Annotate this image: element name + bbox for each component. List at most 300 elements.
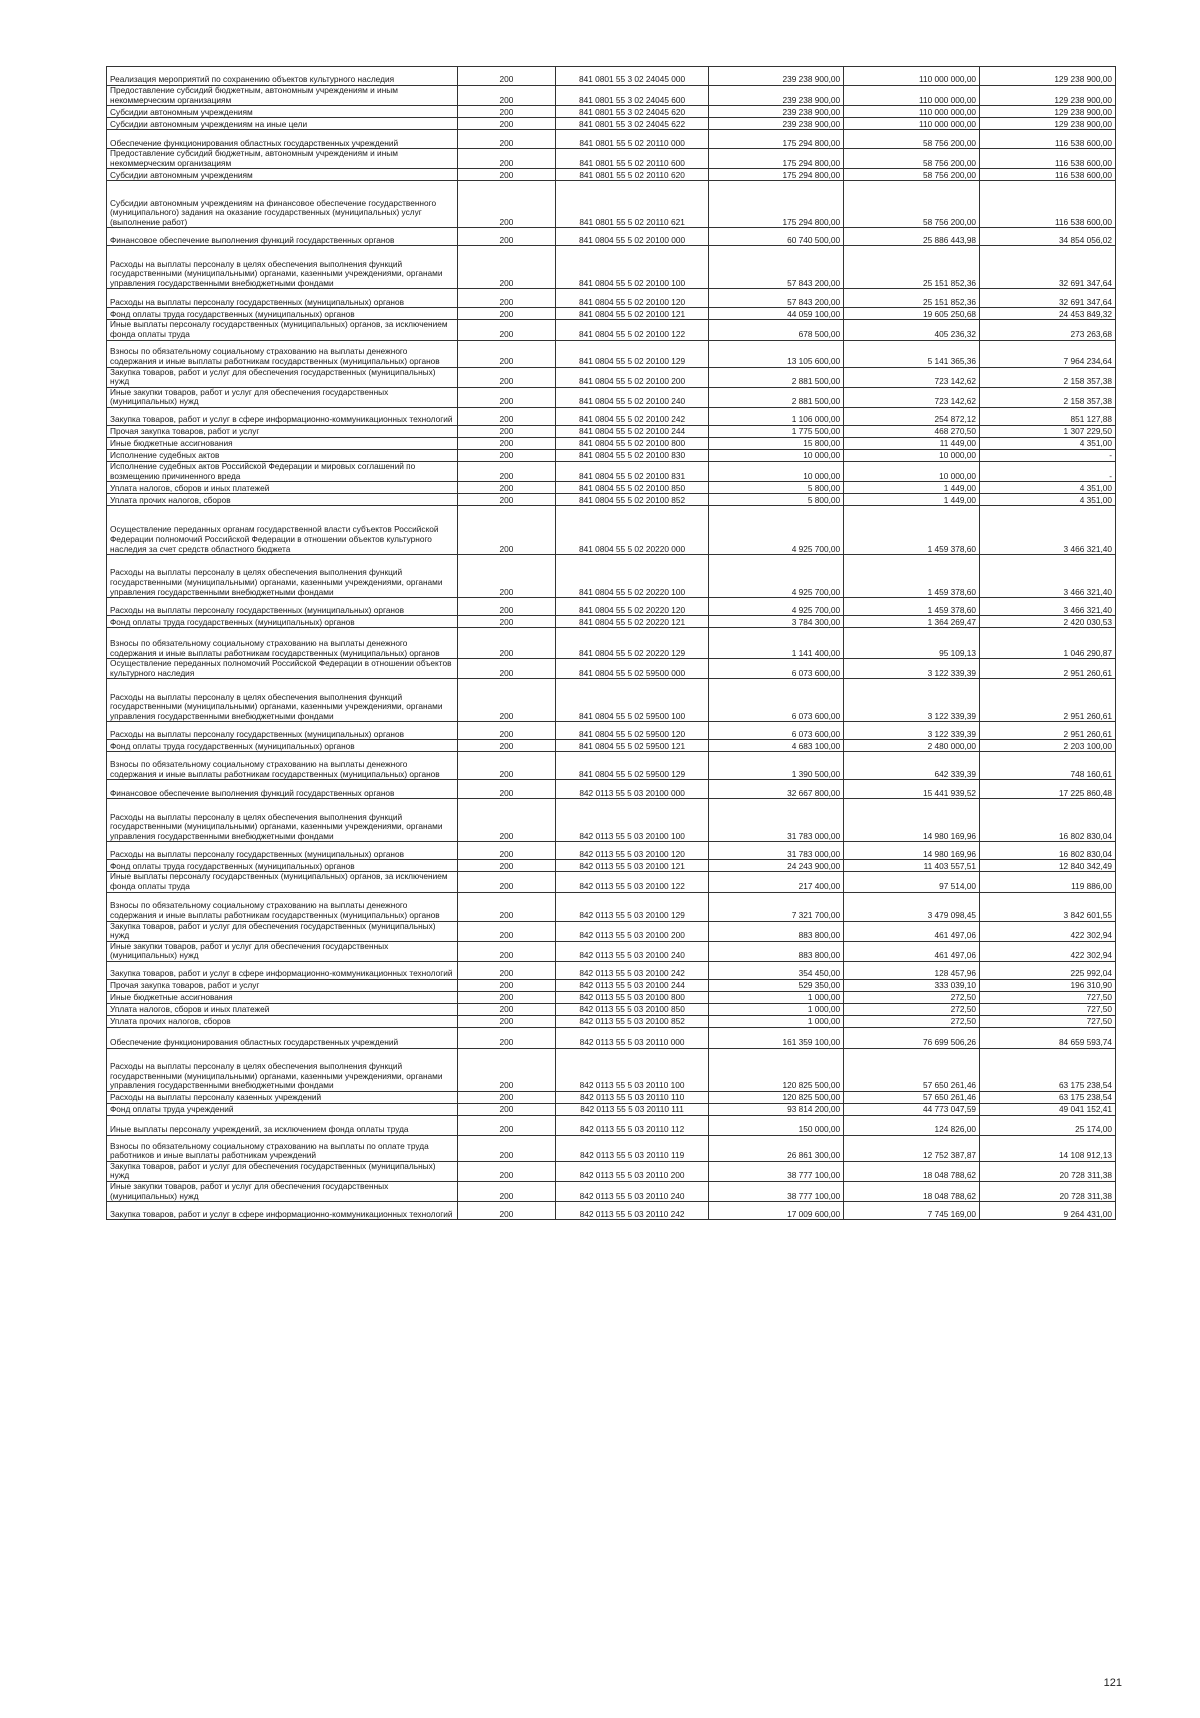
row-name-cell: Фонд оплаты труда государственных (муниципальных) органов — [107, 860, 458, 872]
row-remaining-cell: 2 951 260,61 — [980, 659, 1116, 679]
row-remaining-cell: 63 175 238,54 — [980, 1091, 1116, 1103]
row-name-cell: Уплата налогов, сборов и иных платежей — [107, 1003, 458, 1015]
row-remaining-cell: 3 466 321,40 — [980, 506, 1116, 555]
row-name-cell: Фонд оплаты труда государственных (муниципальных) органов — [107, 308, 458, 320]
row-executed-cell: 254 872,12 — [844, 407, 980, 425]
row-executed-cell: 1 449,00 — [844, 494, 980, 506]
row-remaining-cell: 2 420 030,53 — [980, 616, 1116, 628]
row-classifier-cell: 841 0804 55 5 02 20100 120 — [555, 289, 708, 308]
row-remaining-cell: 727,50 — [980, 1003, 1116, 1015]
row-executed-cell: 10 000,00 — [844, 449, 980, 461]
table-row — [107, 367, 1116, 387]
row-classifier-cell: 841 0804 55 5 02 20100 200 — [555, 367, 708, 387]
row-code-cell: 200 — [458, 979, 556, 991]
row-approved-cell: 239 238 900,00 — [709, 86, 844, 106]
row-classifier-cell: 842 0113 55 5 03 20100 242 — [555, 961, 708, 979]
row-approved-cell: 1 000,00 — [709, 1003, 844, 1015]
row-name-cell: Закупка товаров, работ и услуг в сфере информационно-коммуникационных технологий — [107, 961, 458, 979]
row-code-cell: 200 — [458, 367, 556, 387]
table-row — [107, 780, 1116, 799]
row-remaining-cell: 116 538 600,00 — [980, 149, 1116, 169]
row-code-cell: 200 — [458, 740, 556, 752]
row-classifier-cell: 842 0113 55 5 03 20100 852 — [555, 1015, 708, 1027]
row-name-cell: Закупка товаров, работ и услуг в сфере информационно-коммуникационных технологий — [107, 1202, 458, 1220]
row-remaining-cell: 129 238 900,00 — [980, 86, 1116, 106]
row-code-cell: 200 — [458, 130, 556, 149]
row-approved-cell: 217 400,00 — [709, 872, 844, 892]
row-code-cell: 200 — [458, 961, 556, 979]
table-row — [107, 659, 1116, 679]
row-approved-cell: 4 925 700,00 — [709, 506, 844, 555]
table-row — [107, 1202, 1116, 1220]
row-code-cell: 200 — [458, 941, 556, 961]
row-name-cell: Субсидии автономным учреждениям на иные цели — [107, 118, 458, 130]
table-row — [107, 1135, 1116, 1161]
row-approved-cell: 150 000,00 — [709, 1115, 844, 1135]
row-approved-cell: 26 861 300,00 — [709, 1135, 844, 1161]
row-classifier-cell: 841 0801 55 3 02 24045 622 — [555, 118, 708, 130]
row-code-cell: 200 — [458, 169, 556, 181]
row-approved-cell: 57 843 200,00 — [709, 246, 844, 289]
row-approved-cell: 44 059 100,00 — [709, 308, 844, 320]
row-classifier-cell: 841 0804 55 5 02 59500 000 — [555, 659, 708, 679]
row-executed-cell: 1 449,00 — [844, 482, 980, 494]
row-code-cell: 200 — [458, 1048, 556, 1091]
row-approved-cell: 10 000,00 — [709, 461, 844, 481]
budget-table-body — [107, 67, 1116, 1220]
row-code-cell: 200 — [458, 1015, 556, 1027]
row-remaining-cell: 129 238 900,00 — [980, 106, 1116, 118]
table-row — [107, 921, 1116, 941]
row-remaining-cell: 422 302,94 — [980, 941, 1116, 961]
row-name-cell: Прочая закупка товаров, работ и услуг — [107, 425, 458, 437]
row-code-cell: 200 — [458, 506, 556, 555]
row-classifier-cell: 841 0804 55 5 02 20100 800 — [555, 437, 708, 449]
row-approved-cell: 60 740 500,00 — [709, 228, 844, 246]
table-row — [107, 1027, 1116, 1048]
row-executed-cell: 272,50 — [844, 1003, 980, 1015]
row-remaining-cell: 1 307 229,50 — [980, 425, 1116, 437]
row-approved-cell: 3 784 300,00 — [709, 616, 844, 628]
row-code-cell: 200 — [458, 752, 556, 780]
row-classifier-cell: 841 0801 55 3 02 24045 620 — [555, 106, 708, 118]
row-name-cell: Иные закупки товаров, работ и услуг для обеспечения государственных (муниципальных) нужд — [107, 1182, 458, 1202]
row-executed-cell: 58 756 200,00 — [844, 149, 980, 169]
row-executed-cell: 333 039,10 — [844, 979, 980, 991]
row-approved-cell: 5 800,00 — [709, 482, 844, 494]
table-row — [107, 130, 1116, 149]
table-row — [107, 320, 1116, 340]
row-classifier-cell: 841 0804 55 5 02 20220 000 — [555, 506, 708, 555]
row-name-cell: Исполнение судебных актов Российской Федерации и мировых соглашений по возмещению причиненного вреда — [107, 461, 458, 481]
row-approved-cell: 6 073 600,00 — [709, 722, 844, 740]
row-classifier-cell: 841 0804 55 5 02 20100 244 — [555, 425, 708, 437]
row-name-cell: Расходы на выплаты персоналу в целях обеспечения выполнения функций государственными (муниципальными) органами, казенными учреждениями, органами управления государственными внебюджетными фондами — [107, 799, 458, 842]
table-row — [107, 1161, 1116, 1181]
row-code-cell: 200 — [458, 181, 556, 228]
row-classifier-cell: 841 0804 55 5 02 59500 120 — [555, 722, 708, 740]
row-executed-cell: 19 605 250,68 — [844, 308, 980, 320]
row-code-cell: 200 — [458, 1135, 556, 1161]
row-code-cell: 200 — [458, 86, 556, 106]
row-classifier-cell: 842 0113 55 5 03 20100 800 — [555, 991, 708, 1003]
row-remaining-cell: 196 310,90 — [980, 979, 1116, 991]
row-remaining-cell: 3 466 321,40 — [980, 555, 1116, 598]
table-row — [107, 941, 1116, 961]
row-remaining-cell: 851 127,88 — [980, 407, 1116, 425]
table-row — [107, 506, 1116, 555]
row-code-cell: 200 — [458, 722, 556, 740]
row-approved-cell: 4 925 700,00 — [709, 598, 844, 616]
row-approved-cell: 10 000,00 — [709, 449, 844, 461]
budget-table — [106, 66, 1116, 1220]
row-classifier-cell: 841 0801 55 5 02 20110 621 — [555, 181, 708, 228]
row-name-cell: Субсидии автономным учреждениям — [107, 169, 458, 181]
row-classifier-cell: 842 0113 55 5 03 20100 244 — [555, 979, 708, 991]
row-classifier-cell: 841 0804 55 5 02 20100 121 — [555, 308, 708, 320]
row-name-cell: Иные бюджетные ассигнования — [107, 437, 458, 449]
row-name-cell: Обеспечение функционирования областных государственных учреждений — [107, 1027, 458, 1048]
row-name-cell: Взносы по обязательному социальному страхованию на выплаты по оплате труда работников и иные выплаты работникам учреждений — [107, 1135, 458, 1161]
table-row — [107, 118, 1116, 130]
row-name-cell: Субсидии автономным учреждениям — [107, 106, 458, 118]
row-approved-cell: 24 243 900,00 — [709, 860, 844, 872]
row-name-cell: Взносы по обязательному социальному страхованию на выплаты денежного содержания и иные выплаты работникам государственных (муниципальных) органов — [107, 752, 458, 780]
row-classifier-cell: 841 0804 55 5 02 20100 122 — [555, 320, 708, 340]
row-executed-cell: 110 000 000,00 — [844, 106, 980, 118]
row-remaining-cell: 17 225 860,48 — [980, 780, 1116, 799]
row-approved-cell: 4 925 700,00 — [709, 555, 844, 598]
table-row — [107, 961, 1116, 979]
budget-sheet — [106, 66, 1116, 1220]
row-approved-cell: 1 000,00 — [709, 1015, 844, 1027]
row-approved-cell: 354 450,00 — [709, 961, 844, 979]
row-code-cell: 200 — [458, 1202, 556, 1220]
row-name-cell: Расходы на выплаты персоналу казенных учреждений — [107, 1091, 458, 1103]
table-row — [107, 872, 1116, 892]
row-remaining-cell: 20 728 311,38 — [980, 1182, 1116, 1202]
table-row — [107, 679, 1116, 722]
row-executed-cell: 2 480 000,00 — [844, 740, 980, 752]
row-remaining-cell: 3 842 601,55 — [980, 892, 1116, 921]
row-code-cell: 200 — [458, 780, 556, 799]
row-name-cell: Осуществление переданных полномочий Российской Федерации в отношении объектов культурного наследия — [107, 659, 458, 679]
row-remaining-cell: 4 351,00 — [980, 437, 1116, 449]
row-classifier-cell: 842 0113 55 5 03 20110 200 — [555, 1161, 708, 1181]
row-classifier-cell: 842 0113 55 5 03 20100 100 — [555, 799, 708, 842]
table-row — [107, 555, 1116, 598]
row-approved-cell: 32 667 800,00 — [709, 780, 844, 799]
row-remaining-cell: 273 263,68 — [980, 320, 1116, 340]
row-executed-cell: 128 457,96 — [844, 961, 980, 979]
row-name-cell: Закупка товаров, работ и услуг для обеспечения государственных (муниципальных) нужд — [107, 367, 458, 387]
row-remaining-cell: 727,50 — [980, 1015, 1116, 1027]
row-name-cell: Обеспечение функционирования областных государственных учреждений — [107, 130, 458, 149]
row-approved-cell: 883 800,00 — [709, 941, 844, 961]
row-name-cell: Уплата прочих налогов, сборов — [107, 494, 458, 506]
row-remaining-cell: 25 174,00 — [980, 1115, 1116, 1135]
row-classifier-cell: 842 0113 55 5 03 20110 240 — [555, 1182, 708, 1202]
row-remaining-cell: 14 108 912,13 — [980, 1135, 1116, 1161]
row-name-cell: Прочая закупка товаров, работ и услуг — [107, 979, 458, 991]
row-executed-cell: 723 142,62 — [844, 367, 980, 387]
row-name-cell: Исполнение судебных актов — [107, 449, 458, 461]
row-remaining-cell: 20 728 311,38 — [980, 1161, 1116, 1181]
row-approved-cell: 17 009 600,00 — [709, 1202, 844, 1220]
table-row — [107, 842, 1116, 860]
row-approved-cell: 5 800,00 — [709, 494, 844, 506]
row-executed-cell: 3 122 339,39 — [844, 679, 980, 722]
row-approved-cell: 883 800,00 — [709, 921, 844, 941]
row-code-cell: 200 — [458, 228, 556, 246]
row-name-cell: Предоставление субсидий бюджетным, автономным учреждениям и иным некоммерческим организациям — [107, 86, 458, 106]
row-classifier-cell: 841 0801 55 3 02 24045 600 — [555, 86, 708, 106]
row-approved-cell: 38 777 100,00 — [709, 1161, 844, 1181]
table-row — [107, 598, 1116, 616]
row-executed-cell: 57 650 261,46 — [844, 1091, 980, 1103]
row-classifier-cell: 842 0113 55 5 03 20100 120 — [555, 842, 708, 860]
row-approved-cell: 1 141 400,00 — [709, 628, 844, 659]
row-name-cell: Закупка товаров, работ и услуг для обеспечения государственных (муниципальных) нужд — [107, 921, 458, 941]
row-name-cell: Закупка товаров, работ и услуг для обеспечения государственных (муниципальных) нужд — [107, 1161, 458, 1181]
table-row — [107, 246, 1116, 289]
table-row — [107, 86, 1116, 106]
row-approved-cell: 13 105 600,00 — [709, 340, 844, 367]
table-row — [107, 449, 1116, 461]
row-classifier-cell: 841 0804 55 5 02 20100 830 — [555, 449, 708, 461]
row-remaining-cell: 84 659 593,74 — [980, 1027, 1116, 1048]
row-executed-cell: 5 141 365,36 — [844, 340, 980, 367]
row-remaining-cell: 32 691 347,64 — [980, 246, 1116, 289]
table-row — [107, 1003, 1116, 1015]
row-executed-cell: 1 459 378,60 — [844, 555, 980, 598]
row-name-cell: Иные выплаты персоналу учреждений, за исключением фонда оплаты труда — [107, 1115, 458, 1135]
row-executed-cell: 1 459 378,60 — [844, 598, 980, 616]
row-code-cell: 200 — [458, 320, 556, 340]
row-code-cell: 200 — [458, 425, 556, 437]
row-approved-cell: 15 800,00 — [709, 437, 844, 449]
row-remaining-cell: 225 992,04 — [980, 961, 1116, 979]
row-name-cell: Расходы на выплаты персоналу государственных (муниципальных) органов — [107, 598, 458, 616]
row-code-cell: 200 — [458, 842, 556, 860]
row-approved-cell: 38 777 100,00 — [709, 1182, 844, 1202]
row-executed-cell: 15 441 939,52 — [844, 780, 980, 799]
row-code-cell: 200 — [458, 1161, 556, 1181]
row-remaining-cell: 16 802 830,04 — [980, 842, 1116, 860]
row-remaining-cell: 34 854 056,02 — [980, 228, 1116, 246]
row-executed-cell: 58 756 200,00 — [844, 169, 980, 181]
row-classifier-cell: 841 0801 55 3 02 24045 000 — [555, 67, 708, 86]
table-row — [107, 106, 1116, 118]
table-row — [107, 308, 1116, 320]
row-code-cell: 200 — [458, 1091, 556, 1103]
row-approved-cell: 678 500,00 — [709, 320, 844, 340]
row-executed-cell: 3 122 339,39 — [844, 722, 980, 740]
row-name-cell: Расходы на выплаты персоналу государственных (муниципальных) органов — [107, 722, 458, 740]
row-executed-cell: 11 403 557,51 — [844, 860, 980, 872]
row-executed-cell: 723 142,62 — [844, 387, 980, 407]
row-remaining-cell: 1 046 290,87 — [980, 628, 1116, 659]
row-code-cell: 200 — [458, 449, 556, 461]
row-code-cell: 200 — [458, 494, 556, 506]
row-code-cell: 200 — [458, 892, 556, 921]
row-approved-cell: 1 390 500,00 — [709, 752, 844, 780]
row-executed-cell: 25 151 852,36 — [844, 246, 980, 289]
row-remaining-cell: 2 951 260,61 — [980, 679, 1116, 722]
table-row — [107, 181, 1116, 228]
row-code-cell: 200 — [458, 1003, 556, 1015]
table-row — [107, 67, 1116, 86]
row-executed-cell: 110 000 000,00 — [844, 118, 980, 130]
row-name-cell: Осуществление переданных органам государственной власти субъектов Российской Федерации полномочий Российской Федерации в отношении объектов культурного наследия за счет средств областного бюджета — [107, 506, 458, 555]
table-row — [107, 407, 1116, 425]
table-row — [107, 799, 1116, 842]
row-executed-cell: 58 756 200,00 — [844, 130, 980, 149]
row-code-cell: 200 — [458, 387, 556, 407]
row-classifier-cell: 841 0804 55 5 02 20100 852 — [555, 494, 708, 506]
row-name-cell: Иные закупки товаров, работ и услуг для обеспечения государственных (муниципальных) нужд — [107, 387, 458, 407]
row-approved-cell: 239 238 900,00 — [709, 67, 844, 86]
row-classifier-cell: 841 0804 55 5 02 20100 129 — [555, 340, 708, 367]
row-name-cell: Расходы на выплаты персоналу государственных (муниципальных) органов — [107, 842, 458, 860]
row-classifier-cell: 842 0113 55 5 03 20110 119 — [555, 1135, 708, 1161]
row-classifier-cell: 842 0113 55 5 03 20110 000 — [555, 1027, 708, 1048]
row-remaining-cell: 129 238 900,00 — [980, 118, 1116, 130]
row-remaining-cell: 16 802 830,04 — [980, 799, 1116, 842]
row-approved-cell: 239 238 900,00 — [709, 118, 844, 130]
row-code-cell: 200 — [458, 555, 556, 598]
row-executed-cell: 44 773 047,59 — [844, 1103, 980, 1115]
row-approved-cell: 120 825 500,00 — [709, 1048, 844, 1091]
row-approved-cell: 175 294 800,00 — [709, 130, 844, 149]
row-remaining-cell: 9 264 431,00 — [980, 1202, 1116, 1220]
row-classifier-cell: 842 0113 55 5 03 20100 122 — [555, 872, 708, 892]
row-code-cell: 200 — [458, 659, 556, 679]
row-name-cell: Иные выплаты персоналу государственных (муниципальных) органов, за исключением фонда оплаты труда — [107, 872, 458, 892]
row-code-cell: 200 — [458, 598, 556, 616]
row-code-cell: 200 — [458, 482, 556, 494]
table-row — [107, 1048, 1116, 1091]
row-remaining-cell: 727,50 — [980, 991, 1116, 1003]
row-executed-cell: 1 459 378,60 — [844, 506, 980, 555]
row-code-cell: 200 — [458, 1115, 556, 1135]
row-classifier-cell: 841 0804 55 5 02 20100 100 — [555, 246, 708, 289]
row-name-cell: Расходы на выплаты персоналу в целях обеспечения выполнения функций государственными (муниципальными) органами, казенными учреждениями, органами управления государственными внебюджетными фондами — [107, 246, 458, 289]
row-classifier-cell: 841 0804 55 5 02 59500 121 — [555, 740, 708, 752]
row-executed-cell: 18 048 788,62 — [844, 1182, 980, 1202]
row-approved-cell: 1 000,00 — [709, 991, 844, 1003]
table-row — [107, 437, 1116, 449]
table-row — [107, 860, 1116, 872]
row-executed-cell: 14 980 169,96 — [844, 799, 980, 842]
row-executed-cell: 58 756 200,00 — [844, 181, 980, 228]
row-approved-cell: 7 321 700,00 — [709, 892, 844, 921]
row-classifier-cell: 842 0113 55 5 03 20110 242 — [555, 1202, 708, 1220]
row-approved-cell: 175 294 800,00 — [709, 181, 844, 228]
row-executed-cell: 12 752 387,87 — [844, 1135, 980, 1161]
table-row — [107, 425, 1116, 437]
row-name-cell: Иные бюджетные ассигнования — [107, 991, 458, 1003]
row-remaining-cell: 4 351,00 — [980, 494, 1116, 506]
table-row — [107, 752, 1116, 780]
row-classifier-cell: 842 0113 55 5 03 20100 129 — [555, 892, 708, 921]
row-code-cell: 200 — [458, 616, 556, 628]
row-code-cell: 200 — [458, 308, 556, 320]
row-executed-cell: 76 699 506,26 — [844, 1027, 980, 1048]
row-classifier-cell: 842 0113 55 5 03 20110 100 — [555, 1048, 708, 1091]
table-row — [107, 1182, 1116, 1202]
row-code-cell: 200 — [458, 289, 556, 308]
row-code-cell: 200 — [458, 1103, 556, 1115]
row-classifier-cell: 842 0113 55 5 03 20110 110 — [555, 1091, 708, 1103]
row-code-cell: 200 — [458, 679, 556, 722]
row-approved-cell: 161 359 100,00 — [709, 1027, 844, 1048]
row-executed-cell: 1 364 269,47 — [844, 616, 980, 628]
row-code-cell: 200 — [458, 437, 556, 449]
row-classifier-cell: 841 0804 55 5 02 59500 100 — [555, 679, 708, 722]
table-row — [107, 494, 1116, 506]
row-name-cell: Субсидии автономным учреждениям на финансовое обеспечение государственного (муниципального) задания на оказание государственных (муниципальных) услуг (выполнение работ) — [107, 181, 458, 228]
row-approved-cell: 175 294 800,00 — [709, 169, 844, 181]
row-classifier-cell: 841 0804 55 5 02 20100 831 — [555, 461, 708, 481]
row-classifier-cell: 841 0801 55 5 02 20110 600 — [555, 149, 708, 169]
row-classifier-cell: 841 0804 55 5 02 20100 242 — [555, 407, 708, 425]
row-remaining-cell: 3 466 321,40 — [980, 598, 1116, 616]
row-name-cell: Иные закупки товаров, работ и услуг для обеспечения государственных (муниципальных) нужд — [107, 941, 458, 961]
row-classifier-cell: 842 0113 55 5 03 20100 850 — [555, 1003, 708, 1015]
row-executed-cell: 110 000 000,00 — [844, 67, 980, 86]
row-code-cell: 200 — [458, 921, 556, 941]
table-row — [107, 289, 1116, 308]
row-executed-cell: 3 122 339,39 — [844, 659, 980, 679]
row-remaining-cell: - — [980, 461, 1116, 481]
row-approved-cell: 175 294 800,00 — [709, 149, 844, 169]
row-name-cell: Уплата налогов, сборов и иных платежей — [107, 482, 458, 494]
row-name-cell: Расходы на выплаты персоналу в целях обеспечения выполнения функций государственными (муниципальными) органами, казенными учреждениями, органами управления государственными внебюджетными фондами — [107, 1048, 458, 1091]
row-classifier-cell: 842 0113 55 5 03 20100 200 — [555, 921, 708, 941]
row-remaining-cell: 63 175 238,54 — [980, 1048, 1116, 1091]
row-executed-cell: 14 980 169,96 — [844, 842, 980, 860]
row-code-cell: 200 — [458, 118, 556, 130]
row-code-cell: 200 — [458, 246, 556, 289]
row-remaining-cell: 2 951 260,61 — [980, 722, 1116, 740]
row-approved-cell: 31 783 000,00 — [709, 799, 844, 842]
row-approved-cell: 93 814 200,00 — [709, 1103, 844, 1115]
table-row — [107, 1115, 1116, 1135]
row-remaining-cell: 24 453 849,32 — [980, 308, 1116, 320]
row-remaining-cell: 4 351,00 — [980, 482, 1116, 494]
row-executed-cell: 10 000,00 — [844, 461, 980, 481]
row-name-cell: Фонд оплаты труда учреждений — [107, 1103, 458, 1115]
row-executed-cell: 272,50 — [844, 1015, 980, 1027]
table-row — [107, 228, 1116, 246]
row-executed-cell: 11 449,00 — [844, 437, 980, 449]
row-executed-cell: 25 886 443,98 — [844, 228, 980, 246]
row-executed-cell: 124 826,00 — [844, 1115, 980, 1135]
row-approved-cell: 2 881 500,00 — [709, 367, 844, 387]
row-name-cell: Взносы по обязательному социальному страхованию на выплаты денежного содержания и иные выплаты работникам государственных (муниципальных) органов — [107, 892, 458, 921]
row-approved-cell: 6 073 600,00 — [709, 679, 844, 722]
row-approved-cell: 1 775 500,00 — [709, 425, 844, 437]
row-classifier-cell: 841 0804 55 5 02 20100 850 — [555, 482, 708, 494]
row-code-cell: 200 — [458, 340, 556, 367]
row-classifier-cell: 841 0804 55 5 02 59500 129 — [555, 752, 708, 780]
row-remaining-cell: 2 158 357,38 — [980, 387, 1116, 407]
table-row — [107, 722, 1116, 740]
row-remaining-cell: 116 538 600,00 — [980, 130, 1116, 149]
row-classifier-cell: 841 0804 55 5 02 20220 129 — [555, 628, 708, 659]
row-approved-cell: 1 106 000,00 — [709, 407, 844, 425]
